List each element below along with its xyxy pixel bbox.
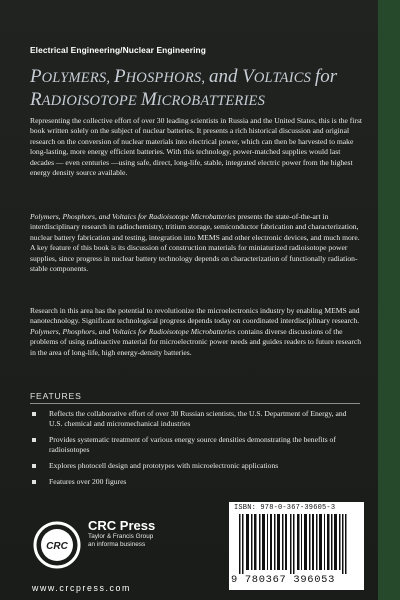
green-edge-strip [378,0,400,600]
bullet-icon [32,412,36,416]
category-label: Electrical Engineering/Nuclear Engineering [30,45,206,55]
description-paragraph-3: Research in this area has the potential to revolutionize the microelectronics industry by enabling MEMS and nanotechnology. Significant technological progress depends today on coordinated interdisciplinary research. Polymers, Phosphors, and Voltaics for Radioisotope Microbatteries contains diverse discussions of the problems of using radioactive material for microelectronic power needs and guides readers to future research in the area of long-life, high energy-density batteries. [30,306,362,357]
book-title-ref: Polymers, Phosphors, and Voltaics for Radioisotope Microbatteries [30,212,236,221]
book-title-ref: Polymers, Phosphors, and Voltaics for Radioisotope Microbatteries [30,326,236,336]
isbn-barcode-box [229,502,364,590]
isbn-label: ISBN: 978-0-367-39605-3 [234,504,336,512]
description-paragraph-2: Polymers, Phosphors, and Voltaics for Radioisotope Microbatteries presents the state-of-the-art in interdisciplinary research in radiochemistry, tritium storage, semiconductor fabrication and characterization, nuclear battery fabrication and testing, integration into MEMS and other electronic devices, and much more. A key feature of this book is its discussion of construction materials for miniaturized radioisotope power supplies, since progress in nuclear battery technology depends on characterization of functionally radiation-stable components. [30,212,360,274]
title-line-2: RADIOISOTOPE MICROBATTERIES [30,89,266,110]
list-item: Reflects the collaborative effort of over 30 Russian scientists, the U.S. Department of Energy, and U.S. chemical and micromechanical industries [30,409,360,429]
publisher-tagline: an informa business [88,541,146,548]
svg-text:CRC: CRC [46,541,68,552]
barcode-icon [239,514,354,574]
publisher-group: Taylor & Francis Group [88,533,154,540]
crc-press-logo [32,520,82,570]
features-divider [30,403,360,404]
list-item: Provides systematic treatment of various energy source densities demonstrating the benefits of radioisotopes [30,435,360,455]
title-line-1: POLYMERS, PHOSPHORS, and VOLTAICS for [30,66,338,87]
publisher-name: CRC Press [88,518,156,533]
features-list [30,409,360,493]
features-heading: FEATURES [30,391,82,401]
bullet-icon [32,438,36,442]
publisher-url: www.crcpress.com [32,583,131,593]
list-item: Explores photocell design and prototypes with microelectronic applications [30,461,360,471]
list-item: Features over 200 figures [30,477,360,487]
book-title [30,66,360,112]
description-paragraph-1: Representing the collective effort of over 30 leading scientists in Russia and the United States, this is the first book written solely on the subject of nuclear batteries. It presents a rich historical discussion and original research on the conversion of nuclear materials into electrical power, which can then be harvested to make long-lasting, more energy efficient batteries. With this technology, power-matched supplies would last decades — even centuries —using safe, direct, long-life, stable, integrated electric power from the highest energy density source available. [30,116,363,178]
bullet-icon [32,480,36,484]
isbn-digits: 9 780367 396053 [231,574,336,586]
publisher-block [88,518,155,549]
bullet-icon [32,464,36,468]
